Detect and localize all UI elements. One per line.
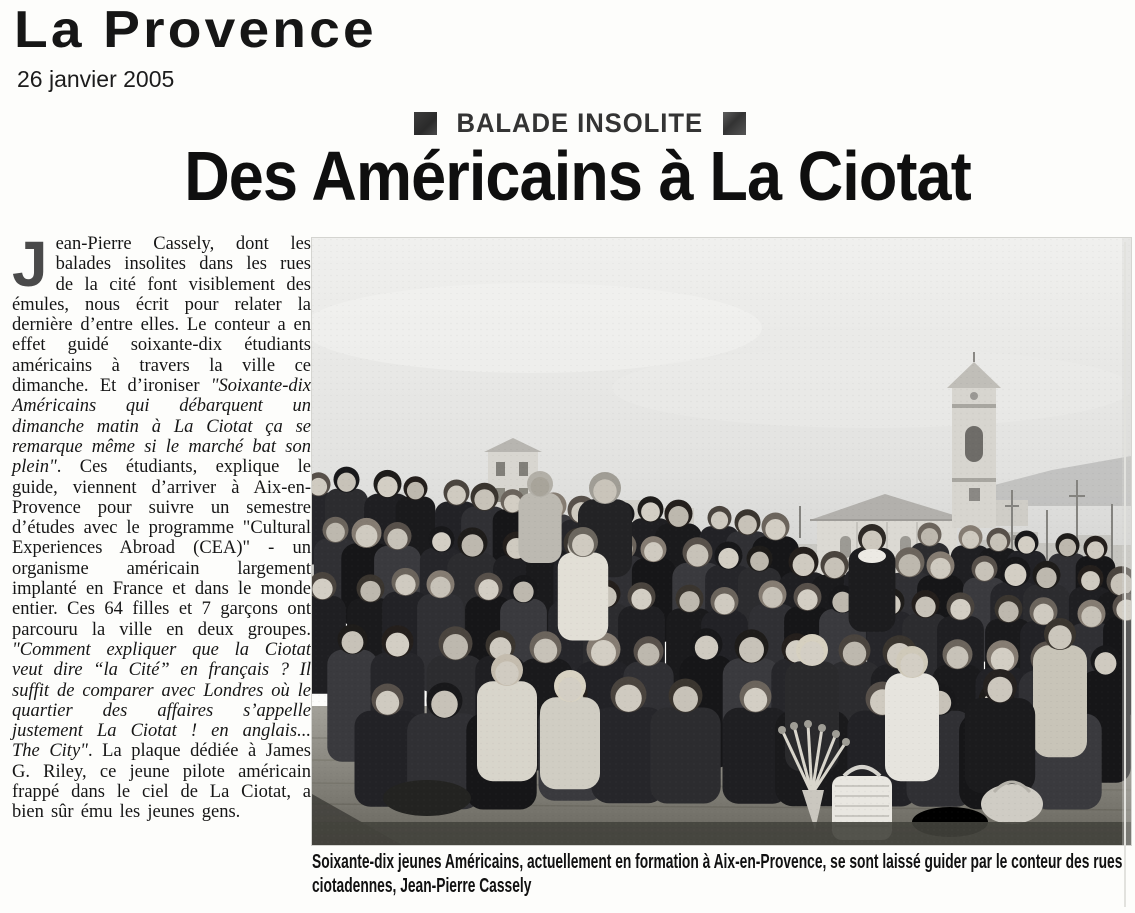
black-square-icon bbox=[723, 112, 746, 135]
black-square-icon bbox=[414, 112, 437, 135]
drop-cap: J bbox=[12, 228, 48, 300]
article-body-column bbox=[12, 228, 311, 823]
kicker-label: BALADE INSOLITE bbox=[456, 108, 704, 138]
section-kicker bbox=[0, 108, 1135, 139]
article-photo bbox=[312, 238, 1131, 845]
scan-artifact bbox=[1124, 242, 1126, 907]
photo-caption: Soixante-dix jeunes Américains, actuellement en formation à Aix-en-Provence, se sont laissé guider par le conteur des rues ciotadennes, Jean-Pierre Cassely bbox=[312, 851, 1123, 897]
article-headline: Des Américains à La Ciotat bbox=[184, 137, 971, 215]
newspaper-masthead: La Provence bbox=[14, 1, 377, 59]
issue-date: 26 janvier 2005 bbox=[17, 66, 175, 92]
article-text: ean-Pierre Cassely, dont les balades insolites dans les rues de la cité font visiblement des émules, nous écrit pour relater la dernière d’entre elles. Le conteur a en effet guidé soixante-dix étudiants américains à travers la ville ce dimanche. Et d’ironiser "Soixante-dix Américains qui débarquent un dimanche matin à La Ciotat ça se remarque même si le marché bat son plein". Ces étudiants, explique le guide, viennent d’arriver à Aix-en-Provence pour suivre un semestre d’études avec le programme "Cultural Experiences Abroad (CEA)" - un organisme américain largement implanté en France et dans le monde entier. Ces 64 filles et 7 garçons ont parcouru la ville en deux groupes. "Comment expliquer que la Ciotat veut dire “la Cité” en français ? Il suffit de comparer avec Londres où le quartier des affaires s’appelle justement La Ciotat ! en anglais... The City". La plaque dédiée à James G. Riley, ce jeune pilote américain frappé dans le ciel de La Ciotat, a bien sûr ému les jeunes gens. bbox=[12, 234, 311, 823]
